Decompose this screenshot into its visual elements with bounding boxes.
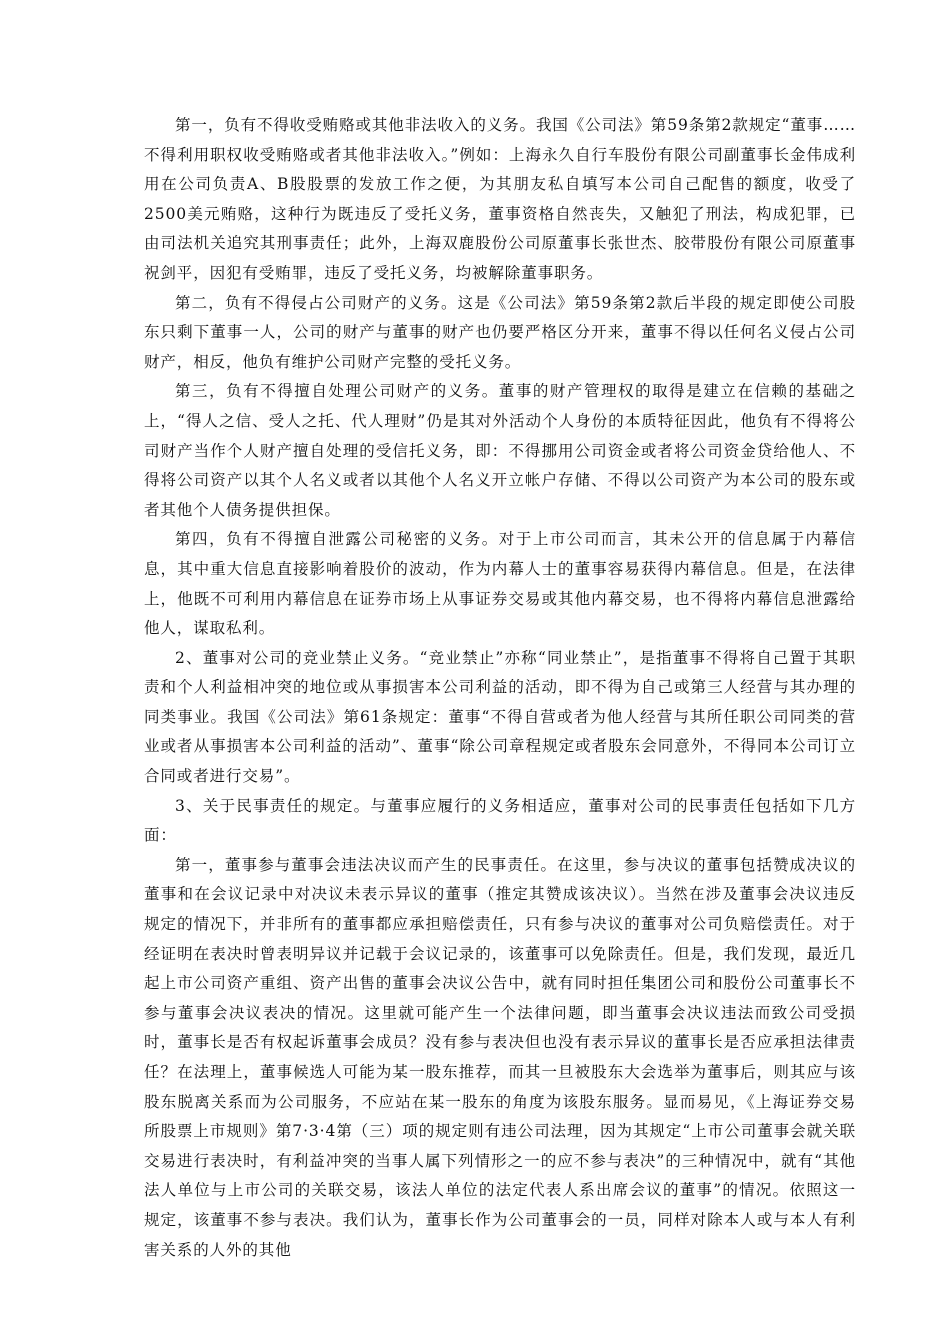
paragraph-civil-liability: 3、关于民事责任的规定。与董事应履行的义务相适应，董事对公司的民事责任包括如下几方面： <box>144 796 856 845</box>
paragraph-duty-no-disclosure: 第四，负有不得擅自泄露公司秘密的义务。对于上市公司而言，其未公开的信息属于内幕信息，其中重大信息直接影响着股价的波动，作为内幕人士的董事容易获得内幕信息。但是，在法律上，他既不可利用内幕信息在证券市场上从事证券交易或其他内幕交易，也不得将内幕信息泄露给他人，谋取私利。 <box>144 530 856 638</box>
paragraph-duty-no-bribery: 第一，负有不得收受贿赂或其他非法收入的义务。我国《公司法》第59条第2款规定“董事……不得利用职权收受贿赂或者其他非法收入。”例如：上海永久自行车股份有限公司副董事长金伟成利用在公司负责A、B股股票的发放工作之便，为其朋友私自填写本公司自己配售的额度，收受了2500美元贿赂，这种行为既违反了受托义务，董事资格自然丧失，又触犯了刑法，构成犯罪，已由司法机关追究其刑事责任；此外，上海双鹿股份公司原董事长张世杰、胶带股份有限公司原董事祝剑平，因犯有受贿罪，违反了受托义务，均被解除董事职务。 <box>144 116 856 282</box>
document-body <box>144 111 856 1265</box>
paragraph-non-compete: 2、董事对公司的竞业禁止义务。“竞业禁止”亦称“同业禁止”，是指董事不得将自己置于其职责和个人利益相冲突的地位或从事损害本公司利益的活动，即不得为自己或第三人经营与其办理的同类事业。我国《公司法》第61条规定：董事“不得自营或者为他人经营与其所任职公司同类的营业或者从事损害本公司利益的活动”、董事“除公司章程规定或者股东会同意外，不得同本公司订立合同或者进行交易”。 <box>144 648 856 786</box>
paragraph-duty-no-embezzlement: 第二，负有不得侵占公司财产的义务。这是《公司法》第59条第2款后半段的规定即使公司股东只剩下董事一人，公司的财产与董事的财产也仍要严格区分开来，董事不得以任何名义侵占公司财产，相反，他负有维护公司财产完整的受托义务。 <box>144 293 856 371</box>
paragraph-duty-no-unauthorized-disposal: 第三，负有不得擅自处理公司财产的义务。董事的财产管理权的取得是建立在信赖的基础之上，“得人之信、受人之托、代人理财”仍是其对外活动个人身份的本质特征因此，他负有不得将公司财产当作个人财产擅自处理的受信托义务，即：不得挪用公司资金或者将公司资金贷给他人、不得将公司资产以其个人名义或者以其他个人名义开立帐户存储、不得以公司资产为本公司的股东或者其他个人债务提供担保。 <box>144 382 856 519</box>
paragraph-board-resolution-liability: 第一，董事参与董事会违法决议而产生的民事责任。在这里，参与决议的董事包括赞成决议的董事和在会议记录中对决议未表示异议的董事（推定其赞成该决议）。当然在涉及董事会决议违反规定的情况下，并非所有的董事都应承担赔偿责任，只有参与决议的董事对公司负赔偿责任。对于经证明在表决时曾表明异议并记载于会议记录的，该董事可以免除责任。但是，我们发现，最近几起上市公司资产重组、资产出售的董事会决议公告中，就有同时担任集团公司和股份公司董事长不参与董事会决议表决的情况。这里就可能产生一个法律问题，即当董事会决议违法而致公司受损时，董事长是否有权起诉董事会成员？没有参与表决但也没有表示异议的董事长是否应承担法律责任？在法理上，董事候选人可能为某一股东推荐，而其一旦被股东大会选举为董事后，则其应与该股东脱离关系而为公司服务，不应站在某一股东的角度为该股东服务。显而易见，《上海证券交易所股票上市规则》第7·3·4第（三）项的规定则有违公司法理，因为其规定“上市公司董事会就关联交易进行表决时，有利益冲突的当事人属下列情形之一的应不参与表决”的三种情况中，就有“其他法人单位与上市公司的关联交易，该法人单位的法定代表人系出席会议的董事”的情况。依照这一规定，该董事不参与表决。我们认为，董事长作为公司董事会的一员，同样对除本人或与本人有利害关系的人外的其他 <box>144 855 856 1259</box>
